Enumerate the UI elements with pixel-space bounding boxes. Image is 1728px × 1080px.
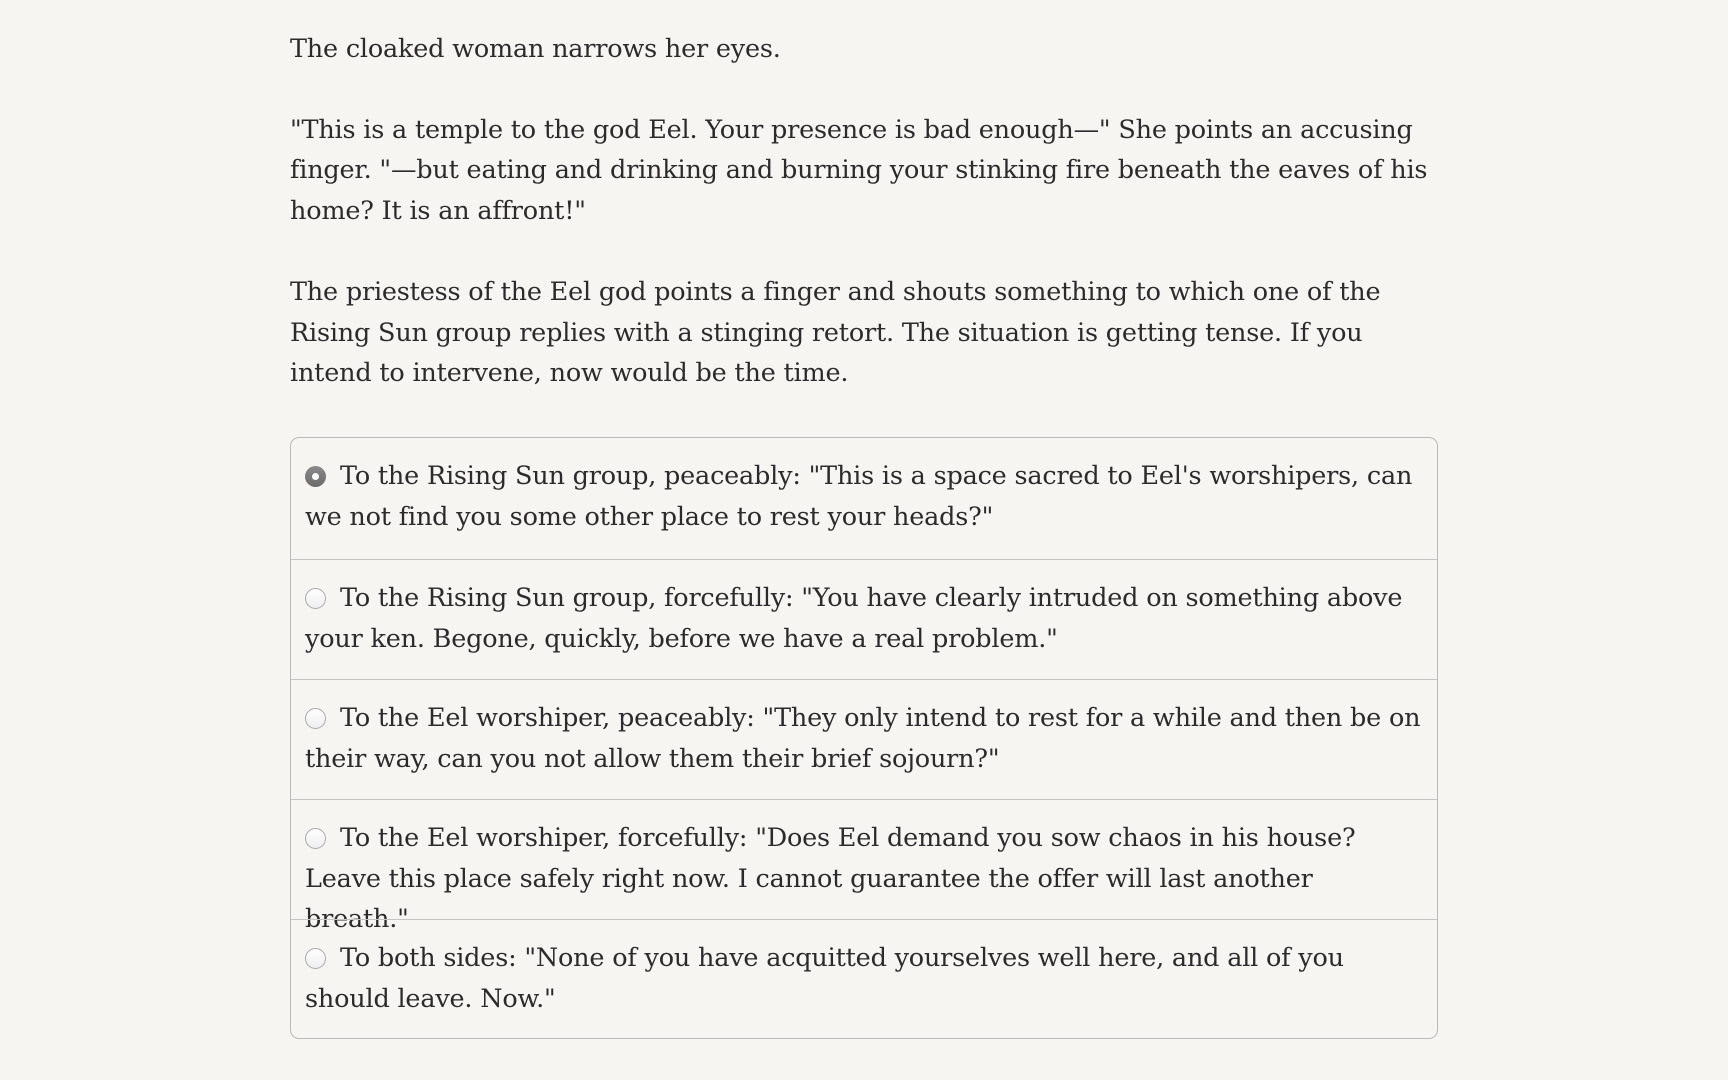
narrative-paragraph: The cloaked woman narrows her eyes. xyxy=(290,34,781,64)
radio-unselected-icon[interactable] xyxy=(305,588,326,609)
choice-option-5[interactable] xyxy=(291,919,1437,1038)
choice-label: To the Rising Sun group, peaceably: "This is a space sacred to Eel's worshipers, can we not find you some other place to rest your heads?" xyxy=(305,461,1413,532)
choice-option-4[interactable] xyxy=(291,799,1437,934)
choice-option-1[interactable] xyxy=(291,438,1437,559)
choice-list xyxy=(290,437,1438,1039)
narrative-paragraph: The priestess of the Eel god points a finger and shouts something to which one of the Rising Sun group replies with a stinging retort. The situation is getting tense. If you intend to intervene, now would be the time. xyxy=(290,277,1381,388)
radio-unselected-icon[interactable] xyxy=(305,828,326,849)
choice-label: To the Eel worshiper, peaceably: "They only intend to rest for a while and then be on their way, can you not allow them their brief sojourn?" xyxy=(305,703,1421,774)
radio-selected-icon[interactable] xyxy=(305,466,326,487)
radio-unselected-icon[interactable] xyxy=(305,708,326,729)
narrative-text xyxy=(290,0,1438,394)
choice-option-3[interactable] xyxy=(291,679,1437,799)
radio-unselected-icon[interactable] xyxy=(305,948,326,969)
choice-label: To both sides: "None of you have acquitted yourselves well here, and all of you should leave. Now." xyxy=(305,943,1344,1014)
choice-label: To the Eel worshiper, forcefully: "Does Eel demand you sow chaos in his house? Leave this place safely right now. I cannot guarantee the offer will last another breath." xyxy=(305,823,1356,934)
choice-option-2[interactable] xyxy=(291,559,1437,679)
narrative-paragraph: "This is a temple to the god Eel. Your presence is bad enough—" She points an accusing finger. "—but eating and drinking and burning your stinking fire beneath the eaves of his home? It is an affront!" xyxy=(290,114,1428,226)
story-page xyxy=(290,0,1438,1014)
choice-label: To the Rising Sun group, forcefully: "You have clearly intruded on something above your ken. Begone, quickly, before we have a real problem." xyxy=(305,583,1403,654)
